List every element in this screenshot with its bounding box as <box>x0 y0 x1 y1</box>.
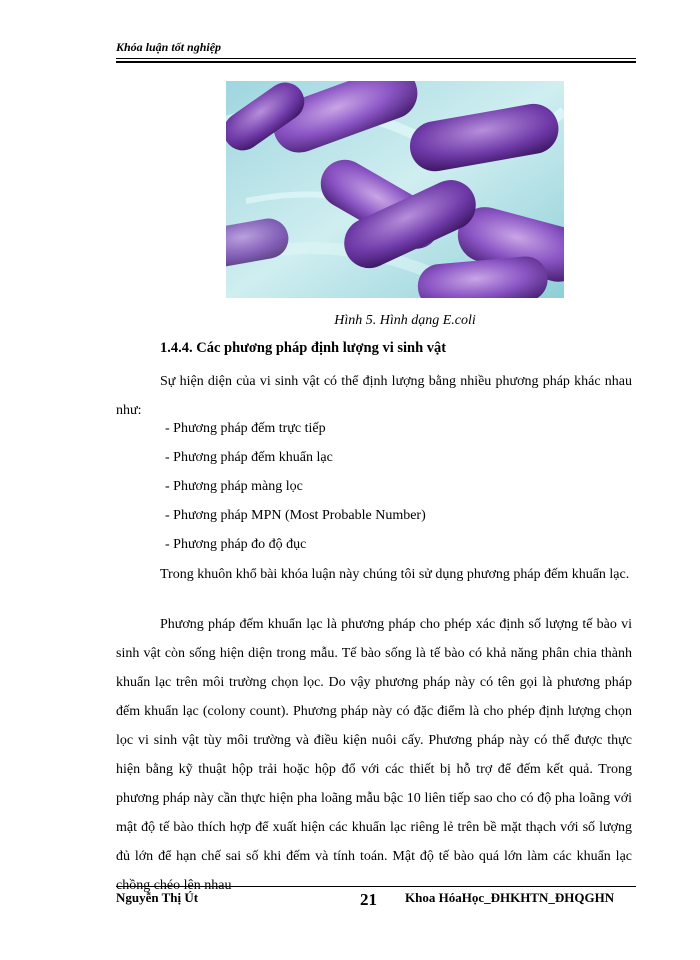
page-header-title: Khóa luận tốt nghiệp <box>116 40 222 54</box>
header-rule <box>116 58 636 59</box>
section-heading: 1.4.4. Các phương pháp định lượng vi sinh vật <box>160 340 447 356</box>
header-rule-thick <box>116 61 636 63</box>
figure-caption: Hình 5. Hình dạng E.coli <box>334 313 476 328</box>
method-item: - Phương pháp màng lọc <box>165 479 303 494</box>
paragraph-scope-text: Trong khuôn khổ bài khóa luận này chúng tôi sử dụng phương pháp đếm khuẩn lạc. <box>160 567 630 582</box>
paragraph-colony-count-text: Phương pháp đếm khuẩn lạc là phương pháp cho phép xác định số lượng tế bào vi sinh vật còn sống hiện diện trong mẫu. Tế bào sống là tế bào có khả năng phân chia thành khuẩn lạc trên môi trường chọn lọc. Do vậy phương pháp này có tên gọi là phương pháp đếm khuẩn lạc (colony count). Phương pháp này có đặc điểm là cho phép định lượng chọn lọc vi sinh vật tùy môi trường và điều kiện nuôi cấy. Phương pháp này có thể được thực hiện bằng kỹ thuật hộp trải hoặc hộp đổ với các thiết bị hỗ trợ để đếm kết quả. Trong phương pháp này cần thực hiện pha loãng mẫu bậc 10 liên tiếp sao cho có độ pha loãng với mật độ tế bào thích hợp để xuất hiện các khuẩn lạc riêng lẻ trên bề mặt thạch với số lượng đủ lớn để hạn chế sai số khi đếm và tính toán. Mật độ tế bào quá lớn làm các khuẩn lạc chồng chéo lên nhau <box>116 617 632 893</box>
intro-text: Sự hiện diện của vi sinh vật có thể định lượng bằng nhiều phương pháp khác nhau như: <box>116 374 632 418</box>
method-item: - Phương pháp MPN (Most Probable Number) <box>165 508 426 523</box>
ecoli-micrograph <box>226 81 564 298</box>
method-item: - Phương pháp đo độ đục <box>165 537 307 552</box>
paragraph-colony-count <box>116 610 632 900</box>
page-number: 21 <box>360 890 377 909</box>
footer-department: Khoa HóaHọc_ĐHKHTN_ĐHQGHN <box>405 890 615 905</box>
method-item: - Phương pháp đếm khuẩn lạc <box>165 450 333 465</box>
method-item: - Phương pháp đếm trực tiếp <box>165 421 326 436</box>
paragraph-scope <box>116 560 632 589</box>
footer-author: Nguyễn Thị Út <box>116 890 199 905</box>
footer-rule <box>116 886 636 887</box>
